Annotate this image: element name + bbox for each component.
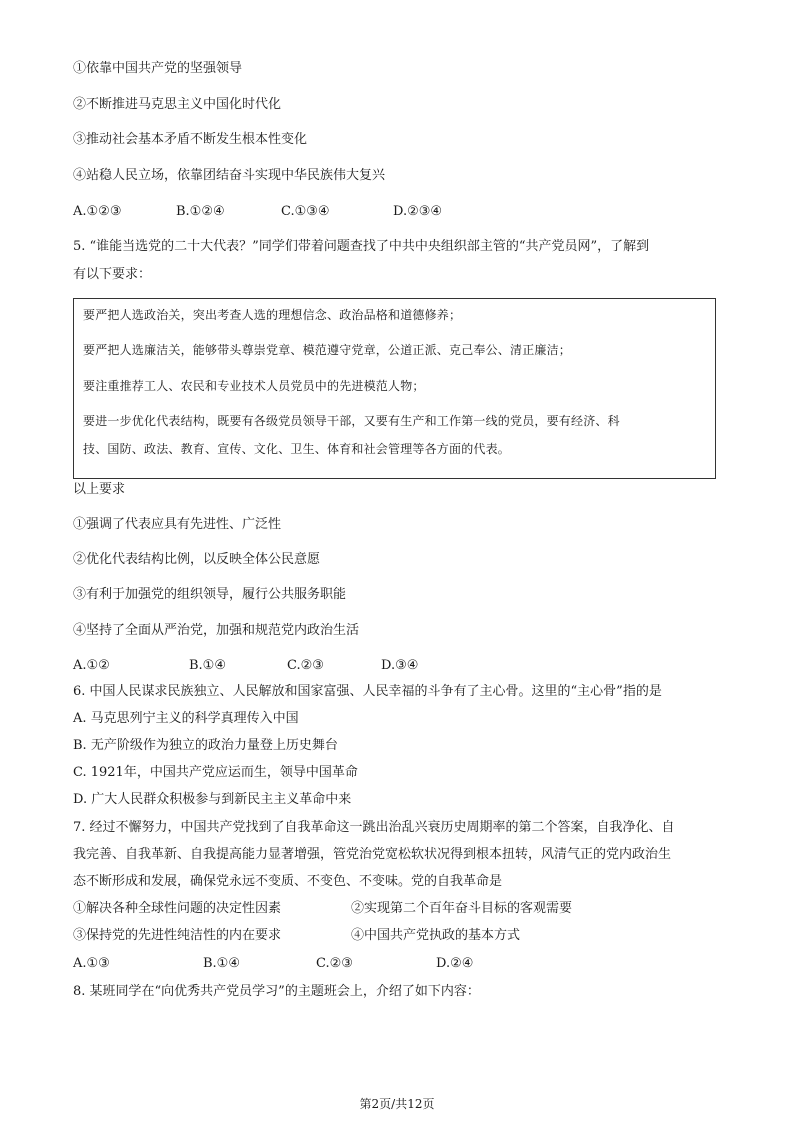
q5-requirement-4b: 技、国防、政法、教育、宣传、文化、卫生、体育和社会管理等各方面的代表。: [83, 442, 511, 456]
q7-option-d: D.②④: [436, 956, 474, 971]
q5-option-d: D.③④: [381, 658, 419, 673]
q5-options: [73, 657, 713, 675]
q7-option-b: B.①④: [203, 956, 240, 971]
q5-option-b: B.①④: [189, 658, 226, 673]
q4-statement-4: ④站稳人民立场，依靠团结奋斗实现中华民族伟大复兴: [73, 168, 386, 183]
q4-statement-3: ③推动社会基本矛盾不断发生根本性变化: [73, 132, 308, 147]
q5-statement-4: ④坚持了全面从严治党，加强和规范党内政治生活: [73, 623, 360, 638]
q5-requirement-3: 要注重推荐工人、农民和专业技术人员党员中的先进模范人物；: [83, 379, 425, 393]
page-number-footer: 第2页/共12页: [359, 1097, 435, 1111]
q6-option-c: C. 1921年，中国共产党应运而生，领导中国革命: [73, 765, 358, 780]
q5-statement-1: ①强调了代表应具有先进性、广泛性: [73, 517, 282, 532]
q4-statement-2: ②不断推进马克思主义中国化时代化: [73, 97, 282, 112]
q5-stem-line-1: 5. “谁能当选党的二十大代表？”同学们带着问题查找了中共中央组织部主管的“共产党员网”，了解到: [73, 239, 650, 254]
q7-statement-3: ③保持党的先进性纯洁性的内在要求: [73, 928, 282, 943]
q5-requirement-1: 要严把人选政治关，突出考查人选的理想信念、政治品格和道德修养；: [83, 308, 462, 322]
q6-option-a: A. 马克思列宁主义的科学真理传入中国: [73, 711, 299, 726]
q7-stem-line-1: 7. 经过不懈努力，中国共产党找到了自我革命这一跳出治乱兴衰历史周期率的第二个答案，自我净化、自: [73, 820, 675, 835]
q5-option-c: C.②③: [287, 658, 324, 673]
q4-option-c: C.①③④: [281, 204, 330, 219]
q5-requirements-box: [73, 298, 716, 479]
q4-option-d: D.②③④: [393, 204, 443, 219]
q4-option-a: A.①②③: [73, 204, 122, 219]
q5-requirement-2: 要严把人选廉洁关，能够带头尊崇党章、模范遵守党章，公道正派、克己奉公、清正廉洁；: [83, 343, 572, 357]
q7-statements-row-2: [73, 927, 713, 945]
q7-stem-line-3: 态不断形成和发展，确保党永远不变质、不变色、不变味。党的自我革命是: [73, 874, 503, 889]
q5-stem-line-2: 有以下要求：: [73, 267, 152, 282]
q7-statement-4: ④中国共产党执政的基本方式: [351, 928, 521, 943]
q7-stem-line-2: 我完善、自我革新、自我提高能力显著增强，管党治党宽松软状况得到根本扭转，风清气正的党内政治生: [73, 847, 672, 862]
q7-option-c: C.②③: [316, 956, 353, 971]
q7-statements-row-1: [73, 900, 713, 918]
q7-options: [73, 955, 713, 973]
q5-after-box: 以上要求: [73, 482, 126, 497]
q7-statement-1: ①解决各种全球性问题的决定性因素: [73, 901, 282, 916]
q6-option-d: D. 广大人民群众积极参与到新民主主义革命中来: [73, 792, 352, 807]
q7-option-a: A.①③: [73, 956, 110, 971]
q4-option-b: B.①②④: [176, 204, 225, 219]
q5-statement-3: ③有利于加强党的组织领导，履行公共服务职能: [73, 587, 347, 602]
q8-stem: 8. 某班同学在“向优秀共产党员学习”的主题班会上，介绍了如下内容：: [73, 984, 480, 999]
q7-statement-2: ②实现第二个百年奋斗目标的客观需要: [351, 901, 573, 916]
q6-option-b: B. 无产阶级作为独立的政治力量登上历史舞台: [73, 738, 338, 753]
q5-statement-2: ②优化代表结构比例，以反映全体公民意愿: [73, 552, 321, 567]
q4-statement-1: ①依靠中国共产党的坚强领导: [73, 61, 243, 76]
q6-stem: 6. 中国人民谋求民族独立、人民解放和国家富强、人民幸福的斗争有了主心骨。这里的“主心骨”指的是: [73, 684, 662, 699]
q4-options: [73, 203, 713, 221]
q5-option-a: A.①②: [73, 658, 110, 673]
q5-requirement-4a: 要进一步优化代表结构，既要有各级党员领导干部，又要有生产和工作第一线的党员，要有经济、科: [83, 414, 620, 428]
